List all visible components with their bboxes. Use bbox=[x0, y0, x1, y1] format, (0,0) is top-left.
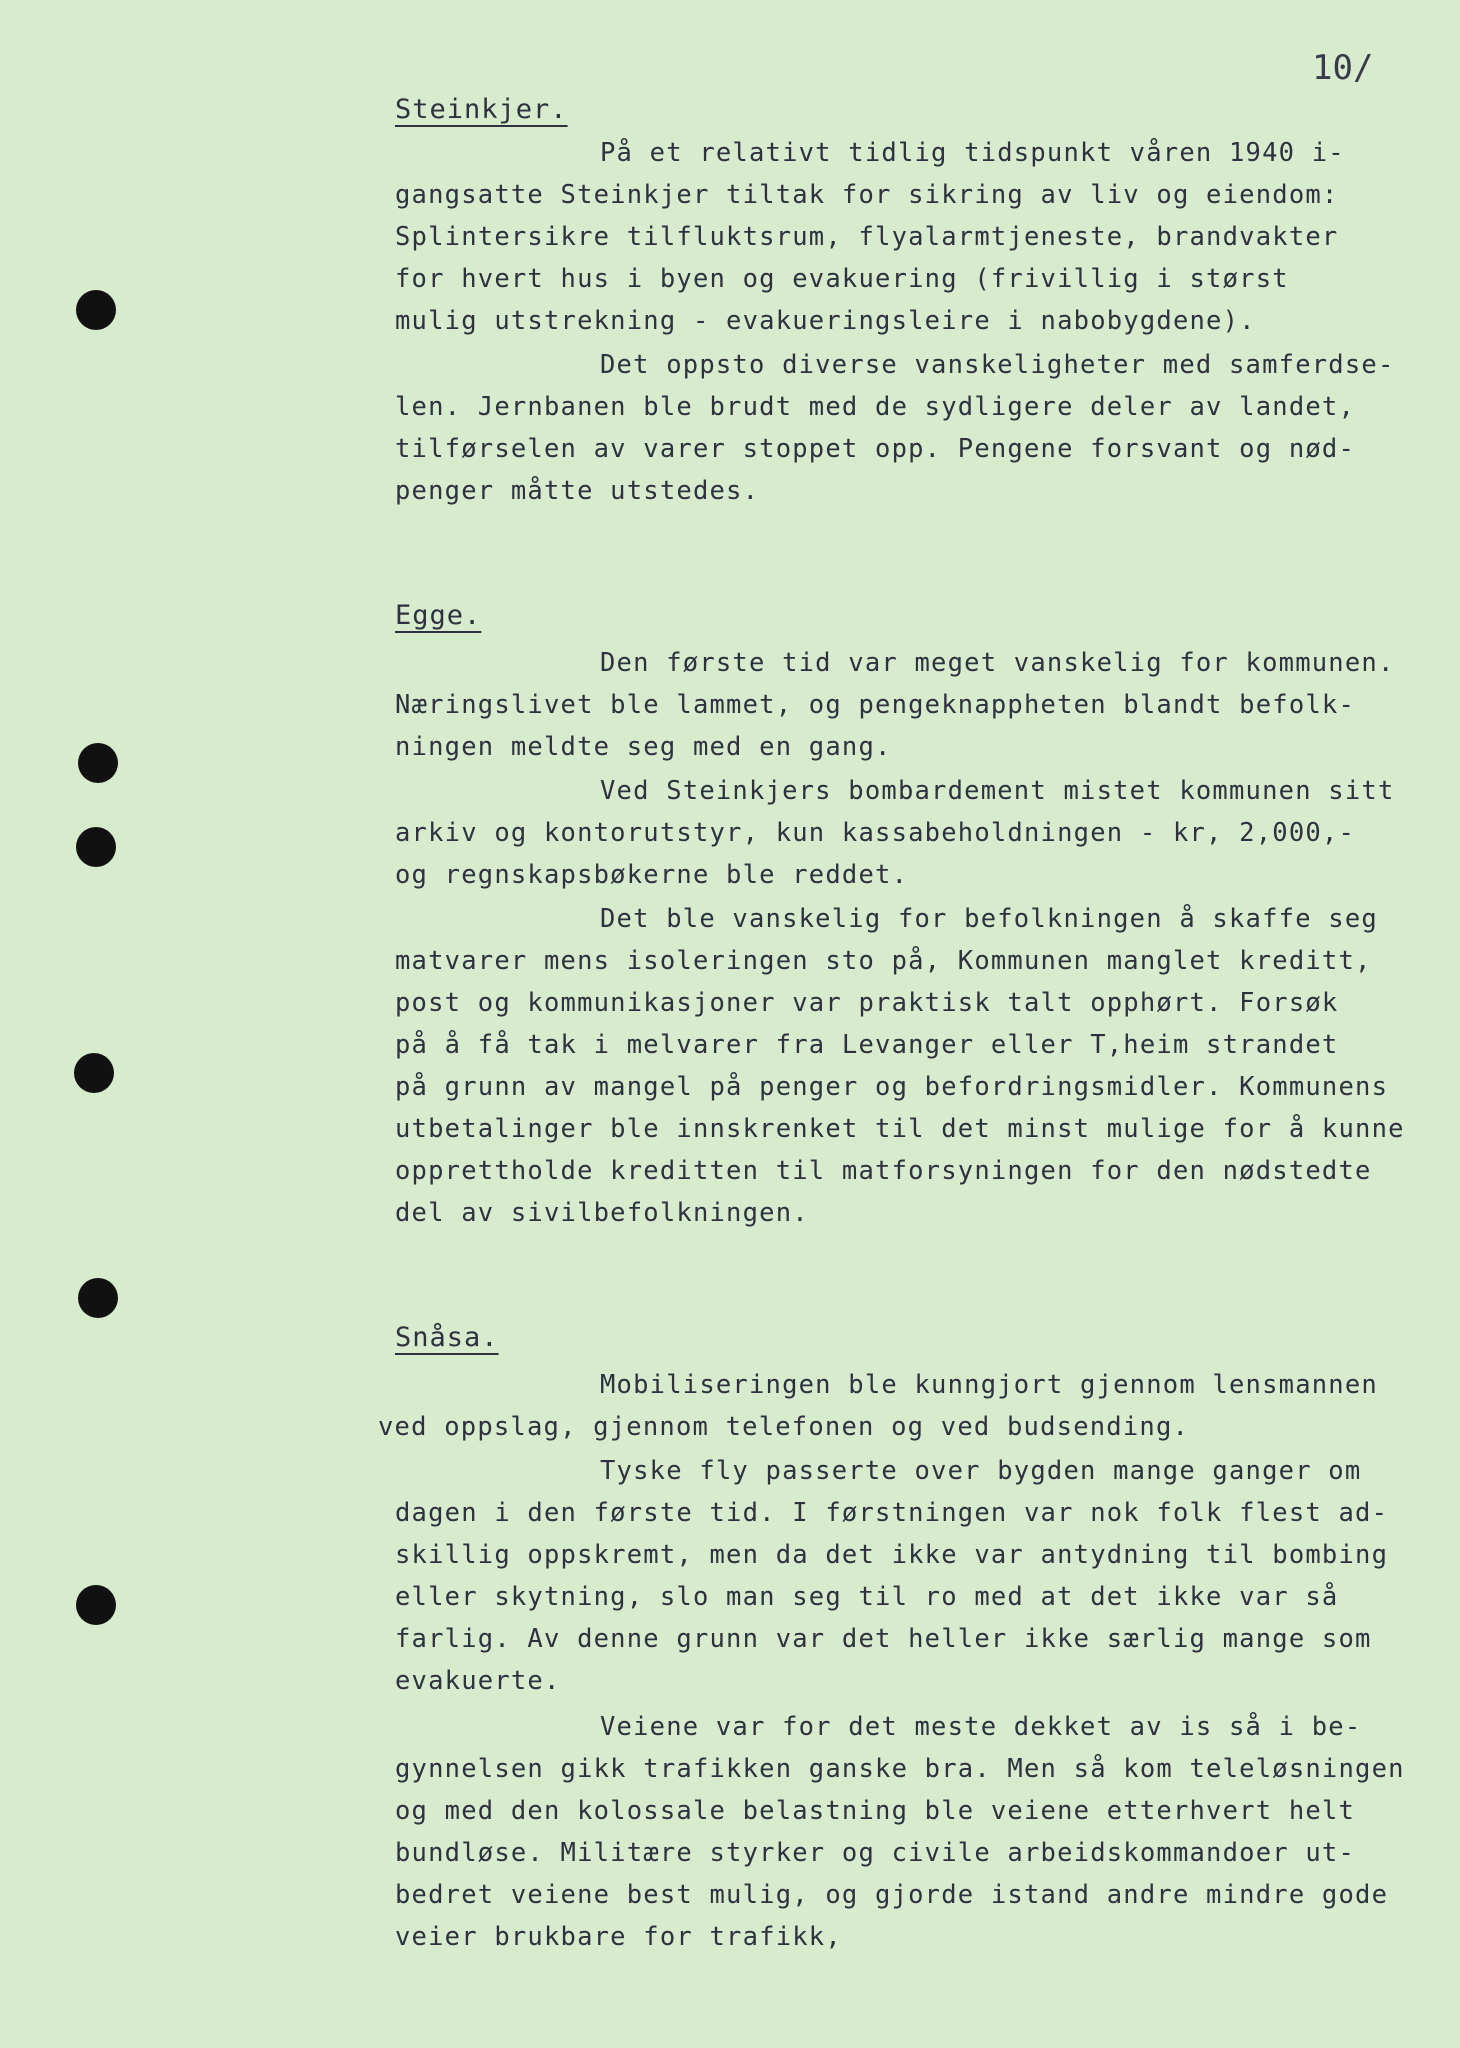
text-line: og med den kolossale belastning ble veiene etterhvert helt bbox=[395, 1796, 1356, 1826]
text-line: Det ble vanskelig for befolkningen å skaffe seg bbox=[600, 904, 1378, 934]
text-line: skillig oppskremt, men da det ikke var antydning til bombing bbox=[395, 1540, 1389, 1570]
text-line: evakuerte. bbox=[395, 1666, 561, 1696]
text-line: og regnskapsbøkerne ble reddet. bbox=[395, 860, 909, 890]
text-line: på grunn av mangel på penger og befordringsmidler. Kommunens bbox=[395, 1072, 1389, 1102]
section-heading: Snåsa. bbox=[395, 1322, 499, 1353]
punch-hole bbox=[78, 743, 118, 783]
text-line: del av sivilbefolkningen. bbox=[395, 1198, 809, 1228]
text-line: Det oppsto diverse vanskeligheter med samferdse- bbox=[600, 350, 1395, 380]
text-line: opprettholde kreditten til matforsyningen for den nødstedte bbox=[395, 1156, 1372, 1186]
text-line: Ved Steinkjers bombardement mistet kommunen sitt bbox=[600, 776, 1395, 806]
text-line: arkiv og kontorutstyr, kun kassabeholdningen - kr, 2,000,- bbox=[395, 818, 1356, 848]
text-line: utbetalinger ble innskrenket til det minst mulige for å kunne bbox=[395, 1114, 1405, 1144]
section-heading: Egge. bbox=[395, 600, 482, 631]
text-line: Splintersikre tilfluktsrum, flyalarmtjeneste, brandvakter bbox=[395, 222, 1339, 252]
text-line: gynnelsen gikk trafikken ganske bra. Men så kom teleløsningen bbox=[395, 1754, 1405, 1784]
text-line: bedret veiene best mulig, og gjorde istand andre mindre gode bbox=[395, 1880, 1389, 1910]
punch-hole bbox=[76, 290, 116, 330]
text-line: len. Jernbanen ble brudt med de sydligere deler av landet, bbox=[395, 392, 1356, 422]
text-line: Den første tid var meget vanskelig for kommunen. bbox=[600, 648, 1395, 678]
text-line: på å få tak i melvarer fra Levanger eller T,heim strandet bbox=[395, 1030, 1339, 1060]
text-line: ved oppslag, gjennom telefonen og ved budsending. bbox=[378, 1412, 1190, 1442]
punch-hole bbox=[78, 1278, 118, 1318]
text-line: tilførselen av varer stoppet opp. Pengene forsvant og nød- bbox=[395, 434, 1356, 464]
text-line: På et relativt tidlig tidspunkt våren 1940 i- bbox=[600, 138, 1345, 168]
text-line: eller skytning, slo man seg til ro med at det ikke var så bbox=[395, 1582, 1339, 1612]
text-line: mulig utstrekning - evakueringsleire i nabobygdene). bbox=[395, 306, 1256, 336]
text-line: Mobiliseringen ble kunngjort gjennom lensmannen bbox=[600, 1370, 1378, 1400]
punch-hole bbox=[74, 1053, 114, 1093]
punch-hole bbox=[76, 1585, 116, 1625]
punch-hole bbox=[76, 827, 116, 867]
text-line: Tyske fly passerte over bygden mange ganger om bbox=[600, 1456, 1362, 1486]
text-line: farlig. Av denne grunn var det heller ikke særlig mange som bbox=[395, 1624, 1372, 1654]
text-line: gangsatte Steinkjer tiltak for sikring av liv og eiendom: bbox=[395, 180, 1339, 210]
text-line: matvarer mens isoleringen sto på, Kommunen manglet kreditt, bbox=[395, 946, 1372, 976]
text-line: for hvert hus i byen og evakuering (frivillig i størst bbox=[395, 264, 1289, 294]
page-number: 10/ bbox=[1312, 48, 1374, 88]
text-line: ningen meldte seg med en gang. bbox=[395, 732, 892, 762]
text-line: penger måtte utstedes. bbox=[395, 476, 760, 506]
text-line: dagen i den første tid. I førstningen var nok folk flest ad- bbox=[395, 1498, 1389, 1528]
text-line: Veiene var for det meste dekket av is så i be- bbox=[600, 1712, 1362, 1742]
text-line: veier brukbare for trafikk, bbox=[395, 1922, 842, 1952]
text-line: post og kommunikasjoner var praktisk talt opphørt. Forsøk bbox=[395, 988, 1339, 1018]
section-heading: Steinkjer. bbox=[395, 94, 568, 125]
text-line: bundløse. Militære styrker og civile arbeidskommandoer ut- bbox=[395, 1838, 1356, 1868]
text-line: Næringslivet ble lammet, og pengeknappheten blandt befolk- bbox=[395, 690, 1356, 720]
